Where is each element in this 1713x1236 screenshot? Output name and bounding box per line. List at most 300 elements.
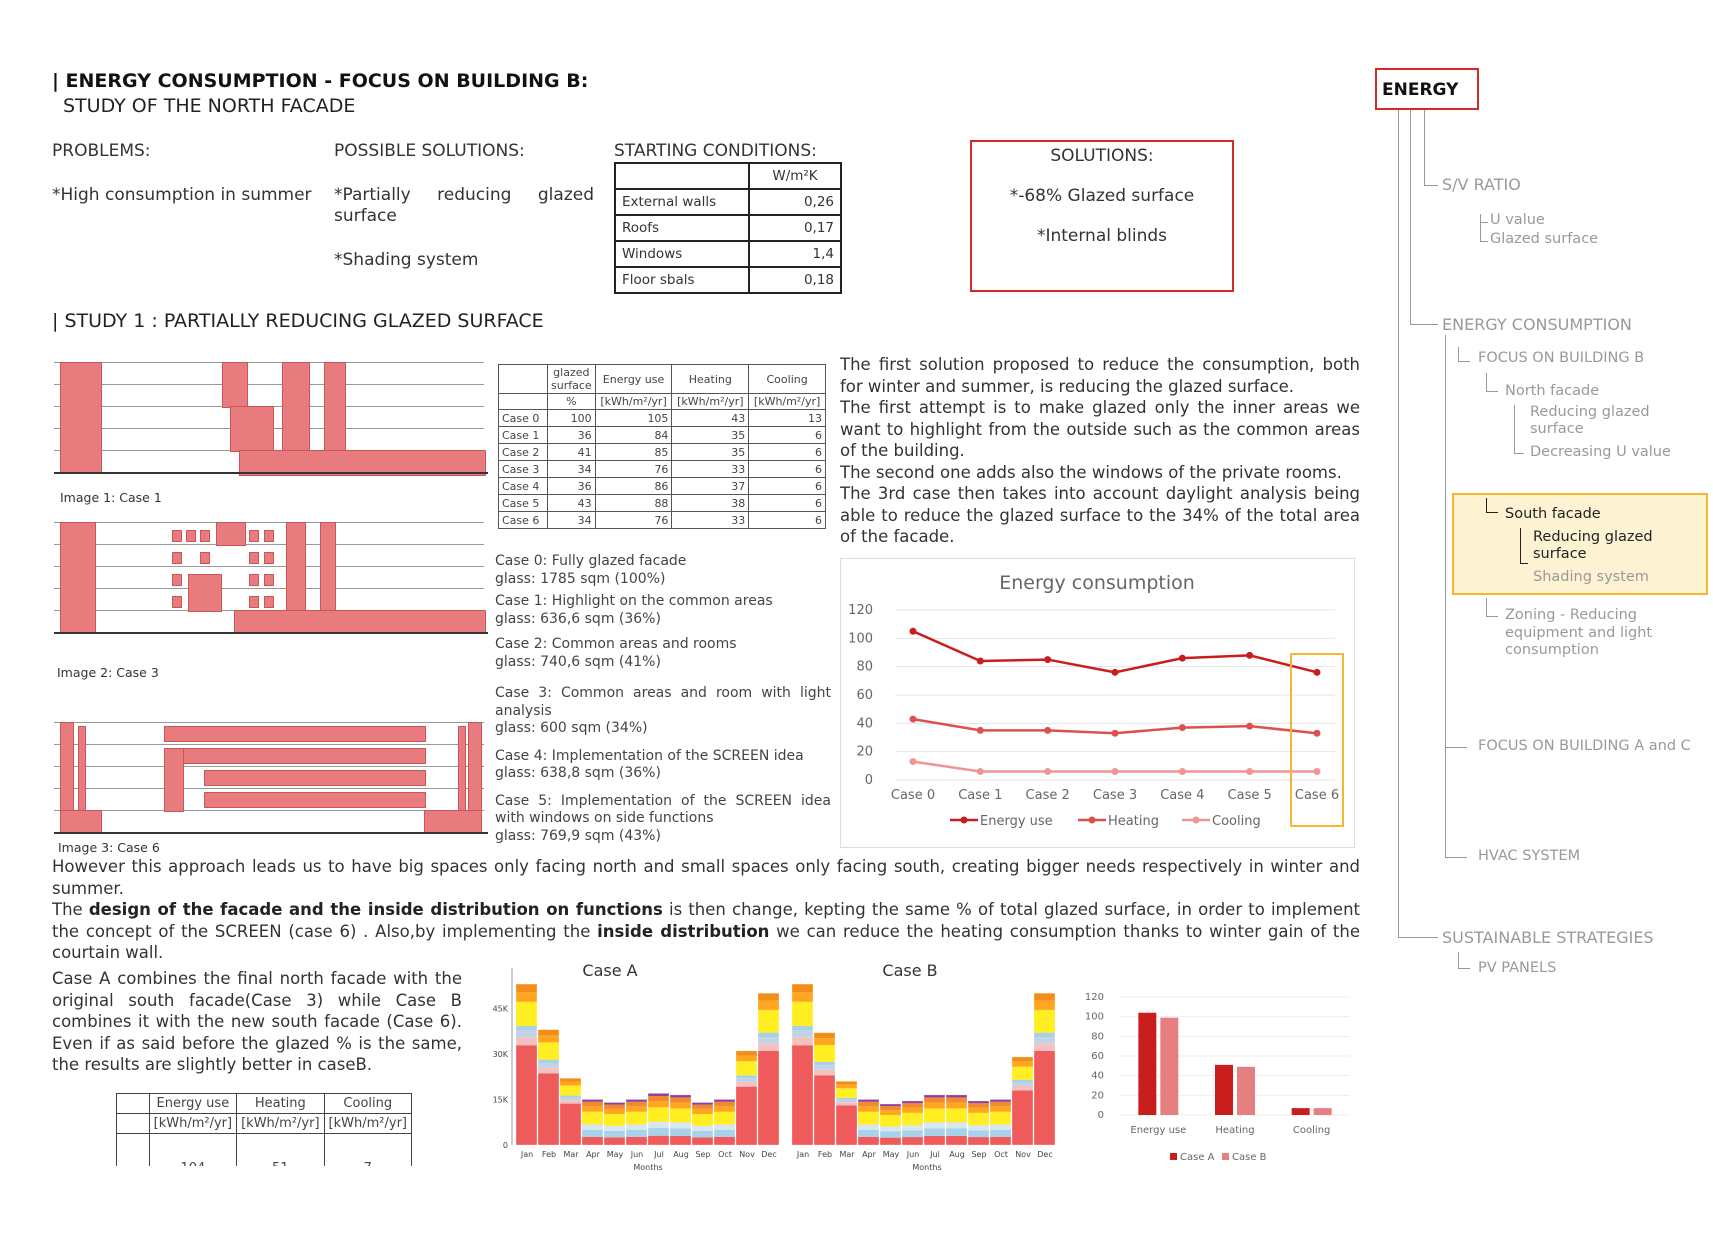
case-desc: Case 2: Common areas and rooms glass: 740,6 sqm (41%) <box>495 636 737 670</box>
study1-title: | STUDY 1 : PARTIALLY REDUCING GLAZED SURFACE <box>52 310 544 332</box>
stack-segment <box>714 1112 735 1125</box>
stack-segment <box>560 1096 581 1098</box>
stack-segment <box>836 1105 857 1145</box>
stack-segment <box>560 1086 581 1096</box>
nav-south-reducing[interactable]: Reducing glazed surface <box>1533 529 1653 562</box>
stack-segment <box>758 1001 779 1010</box>
stack-segment <box>582 1130 603 1137</box>
stack-segment <box>604 1109 625 1114</box>
stack-segment <box>714 1099 735 1101</box>
table-row: Case 0 100 105 43 13 <box>499 410 826 427</box>
image-caption: Image 3: Case 6 <box>58 840 160 855</box>
facade-image-case3 <box>54 522 484 634</box>
stack-segment <box>670 1136 691 1145</box>
stack-segment <box>836 1088 857 1098</box>
stack-segment <box>648 1128 669 1136</box>
stack-segment <box>946 1097 967 1102</box>
bar-case-b <box>1160 1018 1178 1115</box>
x-tick-label: Cooling <box>1292 1125 1331 1136</box>
data-point <box>977 658 984 665</box>
data-point <box>977 768 984 775</box>
stack-segment <box>516 1031 537 1037</box>
x-tick-label: Feb <box>541 1150 557 1159</box>
legend-swatch <box>1222 1153 1229 1160</box>
y-tick-label: 20 <box>856 744 873 760</box>
stack-segment <box>814 1070 835 1076</box>
starting-conditions-label: STARTING CONDITIONS: <box>614 141 817 161</box>
x-tick-label: Apr <box>586 1150 600 1159</box>
nav-hvac[interactable]: HVAC SYSTEM <box>1478 848 1581 864</box>
stack-segment <box>924 1095 945 1098</box>
nav-focus-b[interactable]: FOCUS ON BUILDING B <box>1478 350 1645 366</box>
stack-segment <box>880 1104 901 1106</box>
case-desc: Case 4: Implementation of the SCREEN idea glass: 638,8 sqm (36%) <box>495 747 804 781</box>
stack-segment <box>648 1107 669 1121</box>
stack-segment <box>902 1130 923 1137</box>
however-text: However this approach leads us to have big spaces only facing north and small spaces only facing south, creating bigger needs respectively in winter and summer. <box>52 857 1360 898</box>
stack-segment <box>714 1102 735 1107</box>
stack-segment <box>560 1100 581 1103</box>
case-desc: Case 0: Fully glazed facade glass: 1785 sqm (100%) <box>495 553 687 587</box>
y-tick-label: 15K <box>492 1095 508 1105</box>
y-tick-label: 60 <box>856 688 873 703</box>
problems-label: PROBLEMS: <box>52 141 151 161</box>
x-tick-label: Case 5 <box>1227 788 1272 803</box>
chart-title: Energy consumption <box>999 572 1195 594</box>
stack-segment <box>714 1125 735 1130</box>
x-tick-label: Case 4 <box>1160 788 1205 803</box>
stack-segment <box>758 1043 779 1051</box>
stack-segment <box>1034 1010 1055 1033</box>
stack-segment <box>604 1131 625 1137</box>
stack-segment <box>792 1037 813 1045</box>
y-tick-label: 0 <box>864 773 873 788</box>
results-table: Energy use Heating Cooling [kWh/m²/yr] [kWh/m²/yr] [kWh/m²/yr] <box>116 1093 412 1167</box>
stack-segment <box>538 1063 559 1068</box>
data-point <box>977 727 984 734</box>
stack-segment <box>670 1097 691 1102</box>
data-point <box>1112 768 1119 775</box>
x-tick-label: Jul <box>930 1150 940 1159</box>
stack-segment <box>814 1045 835 1062</box>
table-row: Case 6 34 76 33 6 <box>499 512 826 529</box>
stack-segment <box>626 1125 647 1130</box>
nav-energy-consumption[interactable]: ENERGY CONSUMPTION <box>1442 315 1632 334</box>
stack-segment <box>1034 1001 1055 1010</box>
stack-segment <box>924 1108 945 1122</box>
stack-segment <box>880 1131 901 1137</box>
stack-segment <box>1012 1086 1033 1090</box>
stack-segment <box>670 1128 691 1136</box>
stack-segment <box>946 1102 967 1108</box>
legend-label: Cooling <box>1212 814 1261 829</box>
stack-segment <box>924 1136 945 1145</box>
x-tick-label: Jan <box>520 1150 534 1159</box>
stack-segment <box>582 1112 603 1125</box>
stack-segment <box>692 1126 713 1131</box>
cases-table: glazed surface Energy use Heating Cooling % [kWh/m²/yr] [kWh/m²/yr] [kWh/m²/yr] Case 0 100 105 43 13 Case 1 36 84 35 6 Case 2 41 85 35 6 Case 3 34 76 33 6 Case 4 36 86 37 6 Case 5 43 88 38 6 Case 6 34 76 33 6 <box>498 364 826 529</box>
case-descriptions <box>495 553 831 845</box>
stack-segment <box>1012 1061 1033 1066</box>
image-caption: Image 2: Case 3 <box>57 665 159 680</box>
energy-consumption-chart <box>840 558 1355 848</box>
stack-segment <box>968 1113 989 1125</box>
nav-glazed-surface[interactable]: Glazed surface <box>1490 231 1599 247</box>
data-point <box>1179 768 1186 775</box>
data-point <box>1044 656 1051 663</box>
stack-segment <box>714 1106 735 1111</box>
bar-case-a <box>1292 1108 1310 1115</box>
bar-case-a <box>1215 1065 1233 1115</box>
stack-segment <box>792 1002 813 1026</box>
stack-segment <box>692 1109 713 1114</box>
stack-segment <box>538 1068 559 1074</box>
stack-segment <box>1012 1082 1033 1086</box>
stack-segment <box>1012 1067 1033 1080</box>
stack-segment <box>946 1136 967 1145</box>
table-row: Roofs 0,17 <box>615 215 841 241</box>
stack-segment <box>560 1082 581 1086</box>
stack-segment <box>758 1037 779 1043</box>
x-tick-label: Oct <box>994 1150 1008 1159</box>
stack-segment <box>736 1087 757 1145</box>
x-tick-label: Energy use <box>1130 1125 1187 1136</box>
legend-label: Case A <box>1180 1152 1215 1163</box>
data-point <box>1246 768 1253 775</box>
stack-segment <box>648 1093 669 1096</box>
y-tick-label: 40 <box>1091 1070 1104 1082</box>
stack-segment <box>648 1122 669 1128</box>
stack-segment <box>758 1010 779 1033</box>
x-tick-label: Case 3 <box>1092 788 1138 803</box>
data-point <box>910 758 917 765</box>
legend-marker <box>1089 817 1096 824</box>
y-tick-label: 30K <box>492 1049 508 1059</box>
legend-swatch <box>1170 1153 1177 1160</box>
stack-segment <box>902 1137 923 1145</box>
table-row: Case 3 34 76 33 6 <box>499 461 826 478</box>
stack-segment <box>968 1108 989 1113</box>
stack-segment <box>858 1130 879 1137</box>
nav-focus-ac[interactable]: FOCUS ON BUILDING A and C <box>1478 738 1691 754</box>
stack-segment <box>648 1101 669 1107</box>
stack-segment <box>814 1038 835 1045</box>
nav-sustainable[interactable]: SUSTAINABLE STRATEGIES <box>1442 928 1654 947</box>
nav-sv-ratio[interactable]: S/V RATIO <box>1442 175 1521 194</box>
stack-segment <box>880 1115 901 1126</box>
nav-zoning[interactable]: Zoning - Reducing equipment and light consumption <box>1505 607 1653 658</box>
x-tick-label: Aug <box>673 1150 689 1159</box>
stack-segment <box>990 1125 1011 1130</box>
stack-segment <box>1012 1090 1033 1145</box>
stack-segment <box>792 1031 813 1037</box>
stack-segment <box>582 1125 603 1130</box>
stack-segment <box>758 1051 779 1145</box>
stack-segment <box>968 1101 989 1103</box>
stack-segment <box>858 1125 879 1130</box>
table-row: Case 4 36 86 37 6 <box>499 478 826 495</box>
stack-segment <box>836 1100 857 1103</box>
page-title: | ENERGY CONSUMPTION - FOCUS ON BUILDING B: <box>52 70 589 92</box>
stack-segment <box>858 1112 879 1125</box>
stack-segment <box>968 1137 989 1145</box>
stack-segment <box>836 1098 857 1100</box>
table-row <box>117 1134 412 1167</box>
x-tick-label: Jan <box>796 1150 810 1159</box>
possible-solution-item: *Shading system <box>334 250 479 270</box>
nav-north-facade[interactable]: North facade <box>1505 383 1600 399</box>
stack-segment <box>516 1037 537 1045</box>
stack-segment <box>626 1102 647 1107</box>
table-row: Floor sbals 0,18 <box>615 267 841 293</box>
stack-segment <box>670 1102 691 1108</box>
stack-segment <box>858 1137 879 1145</box>
stack-segment <box>1034 993 1055 1001</box>
x-tick-label: Jul <box>654 1150 664 1159</box>
stack-segment <box>626 1112 647 1125</box>
stack-segment <box>736 1051 757 1056</box>
solutions-label: SOLUTIONS: <box>1050 146 1154 166</box>
stack-segment <box>538 1035 559 1042</box>
stack-segment <box>516 992 537 1002</box>
stack-segment <box>968 1130 989 1137</box>
stack-segment <box>648 1136 669 1145</box>
stack-segment <box>836 1084 857 1088</box>
stack-segment <box>670 1095 691 1098</box>
case-desc: Case 5: Implementation of the SCREEN idea with windows on side functions glass: 769,9 sqm (43%) <box>495 792 831 844</box>
table-crop-mask <box>110 1166 430 1236</box>
x-tick-label: Heating <box>1215 1125 1255 1136</box>
facade-image-case6 <box>54 722 484 834</box>
stack-segment <box>604 1114 625 1126</box>
table-row: Case 1 36 84 35 6 <box>499 427 826 444</box>
bar-case-b <box>1314 1108 1332 1115</box>
stack-segment <box>648 1096 669 1101</box>
possible-solution-item: *Partially reducing glazed surface <box>334 185 594 226</box>
stack-segment <box>1012 1057 1033 1061</box>
stack-segment <box>902 1101 923 1103</box>
solution-item: *Internal blinds <box>1036 226 1168 246</box>
nav-south-facade[interactable]: South facade <box>1505 506 1601 522</box>
case-comparison-chart <box>1080 985 1360 1170</box>
stack-segment <box>582 1102 603 1107</box>
nav-root-energy[interactable]: ENERGY <box>1375 68 1479 110</box>
data-point <box>1246 723 1253 730</box>
data-point <box>1314 669 1321 676</box>
stack-segment <box>902 1108 923 1113</box>
data-point <box>1112 730 1119 737</box>
legend-marker <box>961 817 968 824</box>
stack-segment <box>736 1075 757 1078</box>
stack-segment <box>626 1130 647 1137</box>
nav-decreasing-u[interactable]: Decreasing U value <box>1530 444 1671 460</box>
stack-segment <box>880 1110 901 1115</box>
y-tick-label: 60 <box>1091 1051 1104 1062</box>
stack-segment <box>1034 1051 1055 1145</box>
stack-segment <box>1012 1080 1033 1083</box>
stack-segment <box>538 1073 559 1145</box>
problem-item: *High consumption in summer <box>52 185 312 205</box>
stack-segment <box>880 1127 901 1132</box>
stack-segment <box>692 1137 713 1145</box>
stack-segment <box>626 1106 647 1111</box>
x-tick-label: May <box>606 1150 624 1159</box>
stack-segment <box>902 1125 923 1130</box>
case-b-title: Case B <box>882 961 938 980</box>
stack-segment <box>814 1062 835 1065</box>
x-tick-label: Jun <box>630 1150 644 1159</box>
facade-image-case1 <box>54 362 484 474</box>
x-tick-label: Mar <box>839 1150 855 1159</box>
stack-segment <box>814 1065 835 1069</box>
x-tick-label: Apr <box>862 1150 876 1159</box>
stack-segment <box>538 1042 559 1059</box>
stack-segment <box>582 1106 603 1111</box>
stack-segment <box>814 1033 835 1039</box>
x-tick-label: Dec <box>761 1150 777 1159</box>
stack-segment <box>924 1102 945 1108</box>
stack-segment <box>758 1033 779 1038</box>
nav-shading-system[interactable]: Shading system <box>1533 569 1649 585</box>
stack-segment <box>858 1102 879 1107</box>
stack-segment <box>924 1128 945 1136</box>
stack-segment <box>968 1103 989 1107</box>
table-row: External walls 0,26 <box>615 189 841 215</box>
x-tick-label: Nov <box>739 1150 755 1159</box>
y-tick-label: 100 <box>1084 1011 1104 1023</box>
y-tick-label: 80 <box>856 659 873 675</box>
stack-segment <box>836 1102 857 1105</box>
stack-segment <box>538 1030 559 1036</box>
stack-segment <box>814 1075 835 1145</box>
nav-pv-panels[interactable]: PV PANELS <box>1478 960 1557 976</box>
case-desc: Case 3: Common areas and room with light analysis glass: 600 sqm (34%) <box>495 685 831 736</box>
x-tick-label: Feb <box>817 1150 833 1159</box>
data-point <box>910 628 917 635</box>
stack-segment <box>946 1108 967 1122</box>
y-tick-label: 45K <box>492 1004 508 1014</box>
data-point <box>1179 655 1186 662</box>
data-point <box>1179 724 1186 731</box>
stack-segment <box>516 1002 537 1026</box>
y-tick-label: 0 <box>502 1141 508 1150</box>
legend-label: Energy use <box>980 814 1053 829</box>
stack-segment <box>538 1060 559 1063</box>
starting-conditions-table: W/m²K External walls 0,26 Roofs 0,17 Windows 1,4 Floor sbals 0,18 <box>614 162 842 294</box>
data-point <box>1314 768 1321 775</box>
y-tick-label: 80 <box>1091 1031 1104 1043</box>
legend-label: Case B <box>1232 1152 1267 1163</box>
stack-segment <box>792 1045 813 1145</box>
table-row: Case 2 41 85 35 6 <box>499 444 826 461</box>
monthly-charts <box>480 948 1060 1173</box>
stack-segment <box>858 1106 879 1111</box>
stack-segment <box>902 1113 923 1125</box>
stack-segment <box>604 1105 625 1109</box>
x-tick-label: Nov <box>1015 1150 1031 1159</box>
stack-segment <box>836 1081 857 1084</box>
stack-segment <box>946 1122 967 1128</box>
stack-segment <box>560 1104 581 1145</box>
x-tick-label: Case 6 <box>1294 788 1340 803</box>
x-tick-label: Jun <box>906 1150 920 1159</box>
stack-segment <box>968 1125 989 1130</box>
stack-segment <box>692 1105 713 1109</box>
stack-segment <box>516 984 537 992</box>
stack-segment <box>924 1097 945 1102</box>
data-point <box>1044 727 1051 734</box>
stack-segment <box>758 993 779 1001</box>
data-point <box>910 716 917 723</box>
stack-segment <box>1034 1033 1055 1038</box>
stack-segment <box>924 1122 945 1128</box>
stack-segment <box>946 1095 967 1098</box>
caseab-text: Case A combines the final north facade with the original south facade(Case 3) while Case B combines it with the new south facade (Case 6). Even if as said before the glazed % is the same, the results are slightly better in caseB. <box>52 969 462 1074</box>
stack-segment <box>736 1078 757 1082</box>
stack-segment <box>736 1056 757 1062</box>
stack-segment <box>880 1106 901 1110</box>
stack-segment <box>560 1098 581 1101</box>
stack-segment <box>990 1130 1011 1137</box>
x-tick-label: Oct <box>718 1150 732 1159</box>
stack-segment <box>692 1131 713 1137</box>
x-tick-label: Aug <box>949 1150 965 1159</box>
stack-segment <box>516 1045 537 1145</box>
data-point <box>1112 669 1119 676</box>
stack-segment <box>560 1078 581 1081</box>
x-axis-label: Months <box>633 1163 663 1172</box>
stack-segment <box>692 1102 713 1104</box>
stack-segment <box>990 1106 1011 1111</box>
stack-segment <box>990 1099 1011 1101</box>
data-point <box>1044 768 1051 775</box>
data-point <box>1246 652 1253 659</box>
stack-segment <box>990 1137 1011 1145</box>
nav-u-value[interactable]: U value <box>1490 212 1545 228</box>
x-tick-label: Case 1 <box>958 788 1003 803</box>
table-row: Case 5 43 88 38 6 <box>499 495 826 512</box>
y-tick-label: 20 <box>1091 1090 1104 1102</box>
solution-item: *-68% Glazed surface <box>1009 186 1195 206</box>
x-axis-label: Months <box>912 1163 942 1172</box>
nav-reducing-glazed[interactable]: Reducing glazed surface <box>1530 404 1650 437</box>
stack-segment <box>604 1137 625 1145</box>
stack-segment <box>1034 1037 1055 1043</box>
y-tick-label: 120 <box>1084 992 1104 1003</box>
stack-segment <box>582 1099 603 1101</box>
image-caption: Image 1: Case 1 <box>60 490 162 505</box>
intro-text: The first solution proposed to reduce the consumption, both for winter and summer, is reducing the glazed surface. The first attempt is to make glazed only the inner areas we want to highlight from the outside such as the common areas of the building. The second one adds also the windows of the private rooms. The 3rd case then takes into account daylight analysis being able to reduce the glazed surface to the 34% of the total area of the facade. <box>840 355 1360 546</box>
stack-segment <box>692 1114 713 1126</box>
stack-segment <box>946 1128 967 1136</box>
stack-segment <box>604 1102 625 1104</box>
stack-segment <box>990 1102 1011 1107</box>
y-tick-label: 40 <box>856 716 873 732</box>
x-tick-label: Dec <box>1037 1150 1053 1159</box>
solutions-box <box>970 140 1234 292</box>
legend-label: Heating <box>1108 814 1159 829</box>
data-point <box>1314 730 1321 737</box>
stack-segment <box>516 1026 537 1031</box>
stack-segment <box>582 1137 603 1145</box>
y-tick-label: 100 <box>848 631 873 647</box>
stack-segment <box>626 1099 647 1101</box>
case-desc: Case 1: Highlight on the common areas glass: 636,6 sqm (36%) <box>495 593 773 627</box>
y-tick-label: 0 <box>1097 1110 1104 1121</box>
x-tick-label: May <box>882 1150 900 1159</box>
x-tick-label: Sep <box>971 1150 987 1159</box>
stack-segment <box>736 1082 757 1087</box>
